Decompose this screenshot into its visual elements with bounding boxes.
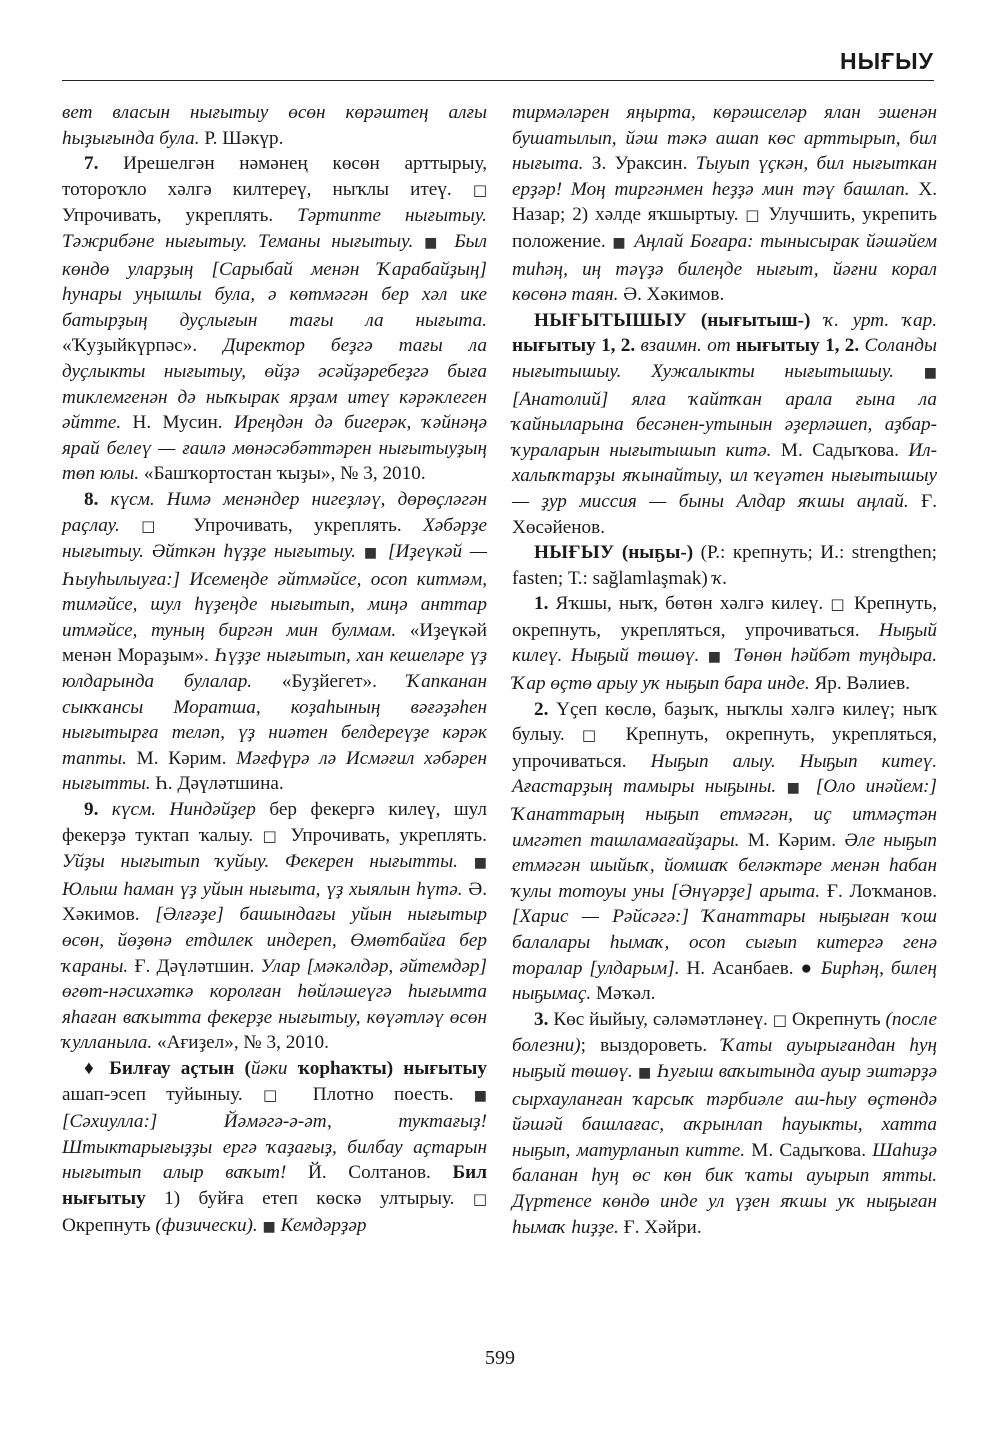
paragraph-l3: 9. күсм. Ниндәйҙер бер фекергә килеү, шул фекерҙә туктап ҡалыу. □ Упрочивать, укреплять. Уйҙы нығытып ҡуйыу. Фекерен нығытты. ■ Юлыш һаман үҙ уйын нығыта, үҙ хыялын һүтә. Ә. Хәкимов. [Әлғәҙе] башындағы уйын нығытыр өсөн, йөҙөнә етдилек индереп, Өмөтбайға бер ҡараны. Ғ. Дәүләтшин. Улар [мәкәлдәр, әйтемдәр] өгөт-нәсихәткә королған һөйләшеүгә һығымта яһаған ваҡытта фекерҙе нығытыу, көүәтләү өсөн ҡулланыла. «Ағиҙел», № 3, 2010. <box>62 799 488 1054</box>
page-number: 599 <box>485 1347 515 1369</box>
entry-nygytyshyu: НЫҒЫТЫШЫУ (нығытыш-) ҡ. урт. ҡар. нығытыу 1, 2. взаимн. от нығытыу 1, 2. Соланды нығытышыу. Хужалыкты нығытышыу. ■ [Анатолий] ялға ҡайтҡан арала ғына ла ҡайныларына бесәнен-утынын әҙерләшеп, аҙбар-ҡураларын нығытышып китә. М. Садыҡова. Ил-халыҡтарҙы яҡынайтыу, ил ҡеүәтен нығытышыу — ҙур миссия — быны Алдар яҡшы аңлай. Ғ. Хөсәйенов. <box>512 309 938 538</box>
paragraph-r5: 3. Көс йыйыу, сәләмәтләнеү. □ Окрепнуть (после болезни); выздороветь. Ҡаты ауырығандан һуң ныҕый төшөү. ■ Һуғыш ваҡытында ауыр эштәрҙә сырхауланған ҡарсыҡ тәрбиәле аш-һыу өҫтөндә йәшәй башлағас, аҡрынлап һауыкты, хатта ныҕып, матурланып китте. М. Садыҡова. Шаһиҙә баланан һуң өс көн бик ҡаты ауырып ятты. Дүртенсе көндө инде ул үҙен яҡшы уҡ ныҕыған һымаҡ һиҙҙе. Ғ. Хәйри. <box>512 1008 938 1238</box>
paragraph-r0: тирмәләрен яңырта, көрәшселәр ялан эшенән бушатылып, йәш тәкә ашап көс арттырып, бил нығыта. З. Ураксин. Тыуып үҫкән, бил нығыткан ерҙәр! Моң тиргәнмен һеҙҙә мин тәү башлап. Х. Назар; 2) хәлде яҡшыртыу. □ Улучшить, укрепить положение. ■ Аңлай Боғара: тынысырак йәшәйем тиһәң, иң тәүҙә билеңде нығыт, йәғни корал көсөнә таян. Ә. Хәкимов. <box>512 102 938 306</box>
paragraph-r3: 1. Яҡшы, ныҡ, бөтөн хәлгә килеү. □ Крепнуть, окрепнуть, укрепляться, упрочиваться. Ныҕый килеү. Ныҕый төшөү. ■ Төнөн һәйбәт туңдыра. Ҡар өҫтө арыу уҡ ныҕып бара инде. Яр. Вәлиев. <box>512 593 937 695</box>
paragraph-l2: 8. күсм. Нимә менәндер нигеҙләү, дөрөҫләгән раҫлау. □ Упрочивать, укреплять. Хәбәрҙе нығытыу. Әйткән һүҙҙе нығытыу. ■ [Иҙеүкәй — Һыуһылыуға:] Исемеңде әйтмәйсе, осоп китмәм, тимәйсе, шул һүҙеңде нығытып, миңә анттар итмәйсе, туның биргән мин булмам. «Иҙеүкәй менән Мораҙым». Һүҙҙе нығытып, хан кешеләре үҙ юлдарында булалар. «Буҙйегет». Ҡапканан сыкҡансы Моратша, коҙаһының вәғәҙәһен нығытырға теләп, үҙ ниәтен белдереүҙе кәрәк тапты. М. Кәрим. Мәғфүрә лә Исмәғил хәбәрен нығытты. Һ. Дәүләтшина. <box>62 488 488 795</box>
running-head-word: НЫҒЫУ <box>840 48 934 74</box>
paragraph-l4: ♦ Билғау аҫтын (йәки ҡорһаҡты) нығытыу ашап-эсеп туйыныу. □ Плотно поесть. ■ [Сәхиулла:] Йәмәгә-ә-әт, туктағыҙ! Штыктарығыҙҙы ергә ҡаҙағыҙ, билбау аҫтарын нығытып алыр ваҡыт! Й. Солтанов. Бил нығытыу 1) буйға етеп көскә ултырыу. □ Окрепнуть (физически). ■ Кемдәрҙәр <box>62 1057 487 1236</box>
right-column <box>512 100 937 1240</box>
left-column <box>62 100 487 1240</box>
paragraph-l1: 7. Ирешелгән нәмәнең көсөн арттырыу, тотороҡло хәлгә килтереү, ныҡлы итеү. □ Упрочивать, укреплять. Тәртипте нығытыу. Тәжрибәне нығытыу. Теманы нығытыу. ■ Был көндө уларҙың [Сарыбай менән Ҡарабайҙың] һунары уңышлы була, ә көтмәгән бер хәл ике батырҙың дуҫлығын тағы ла нығыта. «Ҡуҙыйкүрпәс». Директор беҙгә тағы ла дуҫлыкты нығытыу, өйҙә әсәйҙәребеҙгә быға тиклемгенән дә ныҡырак ярҙам итеү кәрәклеген әйтте. Н. Мусин. Иреңдән дә бигерәк, ҡәйнәңә ярай белеү — ғаилә мөнәсәбәттәрен нығытыуҙың төп юлы. «Башҡортостан ҡыҙы», № 3, 2010. <box>62 153 488 485</box>
paragraph-r4: 2. Үҫеп көслө, баҙыҡ, ныҡлы хәлгә килеү; ныҡ булыу. □ Крепнуть, окрепнуть, укрепляться, упрочиваться. Ныҕып алыу. Ныҕып китеү. Ағастарҙың тамыры ныҕыны. ■ [Оло инәйем:] Ҡанаттарың ныҕып етмәгән, иҫ итмәҫтән имгәтеп ташламағайҙары. М. Кәрим. Әле ныҕып етмәгән шыйыҡ, йомшаҡ беләктәре менән һабан ҡулы тотоуы уны [Әнүәрҙе] арыта. Ғ. Лоҡманов. [Харис — Рәйсәгә:] Ҡанаттары ныҕыған ҡош балалары һымаҡ, осоп сығып китергә генә торалар [улдарым]. Н. Асанбаев. ● Бирһәң, билең ныҕымаҫ. Мәҡәл. <box>512 698 938 1005</box>
header-rule <box>62 80 934 81</box>
entry-nygyu: НЫҒЫУ (ныҕы-) (Р.: крепнуть; И.: strengthen; fasten; Т.: sağlamlaşmak) ҡ. <box>512 542 937 589</box>
paragraph-l0: вет власын нығытыу өсөн көрәштең алғы һыҙығында була. Р. Шәкүр. <box>62 102 487 149</box>
